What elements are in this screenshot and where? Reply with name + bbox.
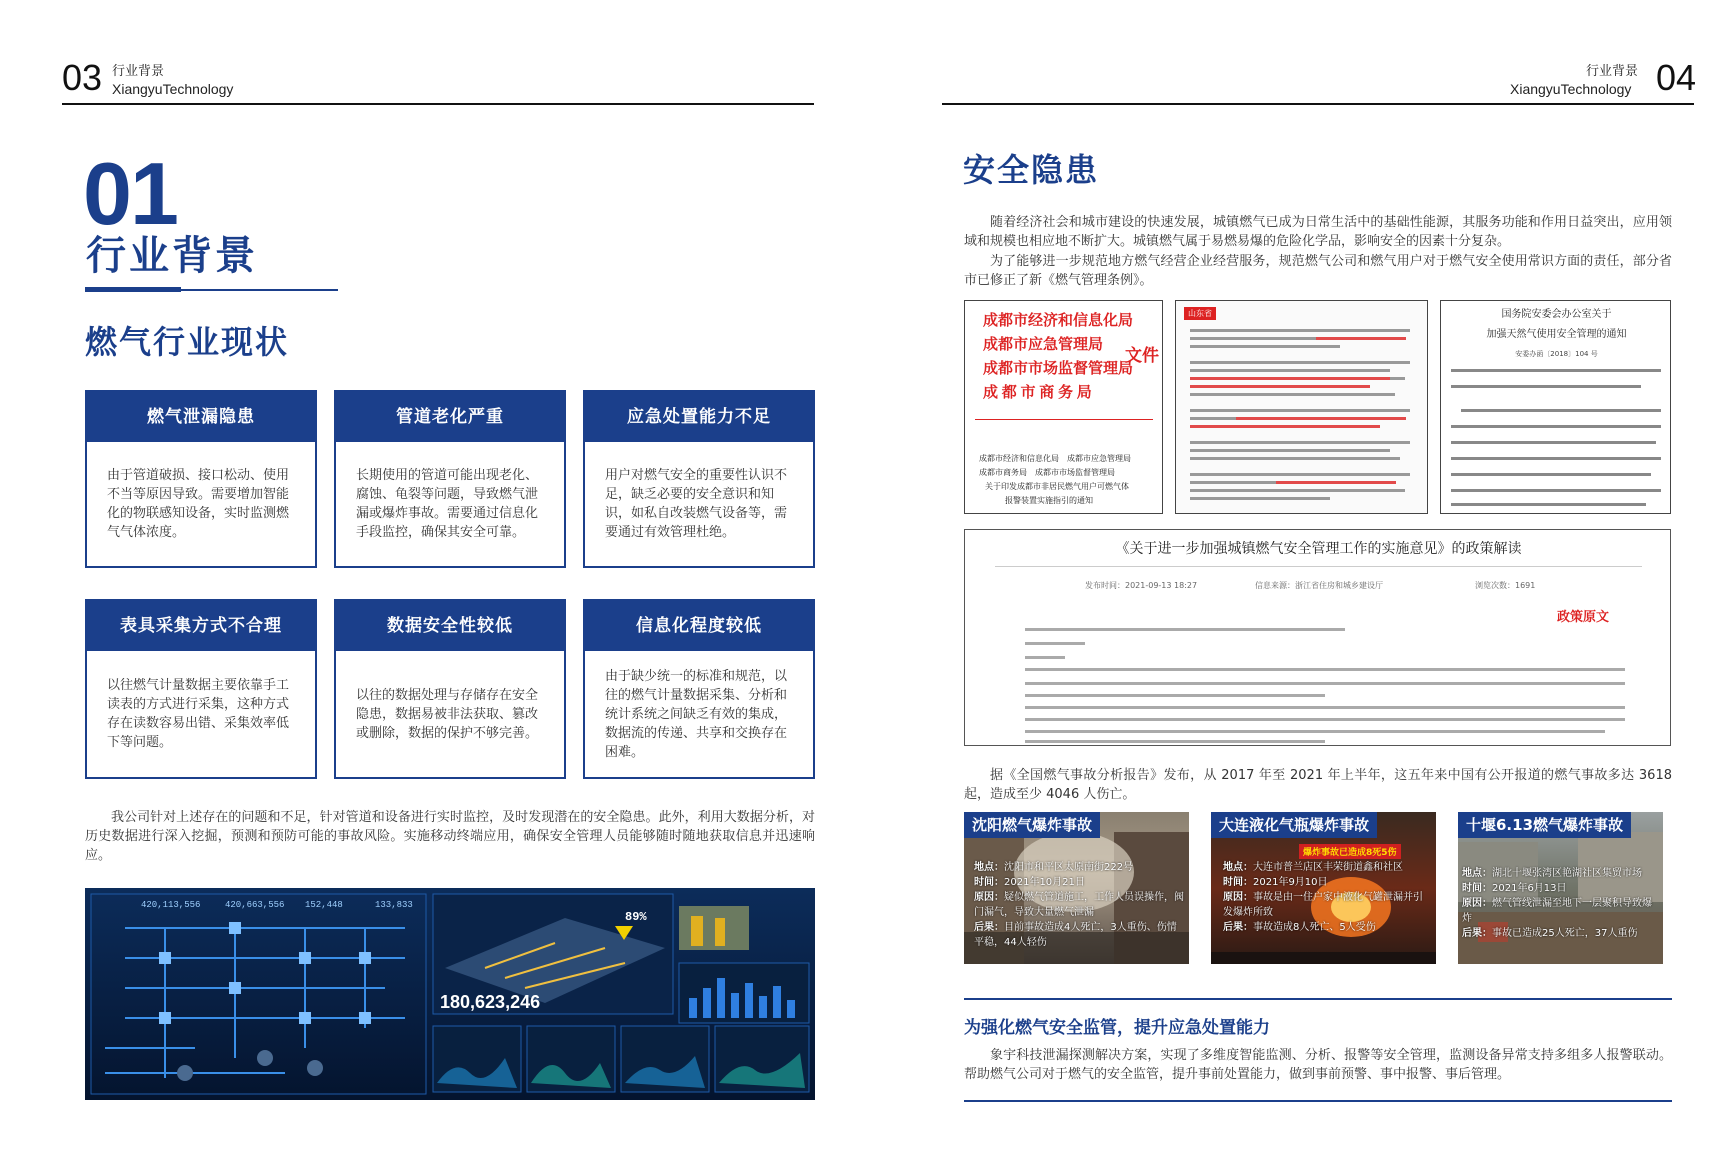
left-header-brand: XiangyuTechnology — [112, 81, 234, 97]
label-cause: 原因： — [974, 892, 1004, 903]
policy-tag: 政策原文 — [1557, 610, 1610, 625]
doc-footer-line: 报警装置实施指引的通知 — [1005, 496, 1093, 505]
label-place: 地点： — [1462, 868, 1492, 879]
label-result: 后果： — [1462, 928, 1492, 939]
card-body — [336, 651, 564, 777]
label-result: 后果： — [1223, 922, 1253, 933]
subsection-bottom-rule — [964, 1100, 1672, 1102]
accident-place: 湖北十堰张湾区艳湖社区集贸市场 — [1492, 868, 1642, 879]
card-text: 用户对燃气安全的重要性认识不足，缺乏必要的安全意识和知识，如私自改装燃气设备等，需要通过有效管理杜绝。 — [605, 468, 788, 540]
section-title-safety: 安全隐患 — [963, 151, 1100, 189]
accident-date: 2021年9月10日 — [1253, 877, 1328, 888]
left-header-rule — [62, 103, 814, 105]
right-header-title: 行业背景 — [1586, 64, 1639, 79]
accident-result: 目前事故造成4人死亡，3人重伤、伤情平稳，44人轻伤 — [974, 922, 1177, 948]
right-header-brand: XiangyuTechnology — [1510, 81, 1632, 97]
card-body — [87, 651, 315, 777]
dashboard-value-3: 152,448 — [305, 900, 343, 910]
subsection-top-rule — [964, 998, 1672, 1000]
document-shandong — [1175, 300, 1428, 514]
card-informatization — [583, 599, 815, 779]
photo-title: 沈阳燃气爆炸事故 — [964, 812, 1100, 838]
doc-footer-line: 成都市经济和信息化局 成都市应急管理局 — [979, 454, 1131, 463]
doc-suffix: 文件 — [1125, 346, 1159, 365]
label-place: 地点： — [974, 862, 1004, 873]
card-text: 由于缺少统一的标准和规范，以往的燃气计量数据采集、分析和统计系统之间缺乏有效的集成，数据流的传递、共享和交换存在困难。 — [605, 668, 788, 760]
left-header-title: 行业背景 — [112, 64, 165, 79]
accident-date: 2021年6月13日 — [1492, 883, 1567, 894]
safety-paragraph-1: 随着经济社会和城市建设的快速发展，城镇燃气已成为日常生活中的基础性能源，其服务功能和作用日益突出，应用领域和规模也相应地不断扩大。城镇燃气属于易燃易爆的危险化学品，影响安全的因素十分复杂。 — [964, 215, 1672, 249]
accident-cause: 疑似燃气管道施工，工作人员误操作，阀门漏气，导致大量燃气泄漏 — [974, 892, 1184, 918]
photo-info — [1462, 866, 1660, 941]
card-meter-collection — [85, 599, 317, 779]
doc-subtitle: 加强天然气使用安全管理的通知 — [1486, 329, 1627, 340]
card-body — [87, 442, 315, 566]
card-body — [336, 442, 564, 566]
doc-red-rule — [975, 419, 1153, 420]
chapter-title: 行业背景 — [86, 233, 258, 279]
card-text: 长期使用的管道可能出现老化、腐蚀、龟裂等问题，导致燃气泄漏或爆炸事故。需要通过信息化手段监控，确保其安全可靠。 — [356, 468, 539, 540]
dashboard-big-value: 180,623,246 — [440, 992, 541, 1012]
accident-place: 沈阳市和平区太原南街222号 — [1004, 862, 1134, 873]
document-chengdu — [964, 300, 1163, 514]
solution-paragraph: 象宇科技泄漏探测解决方案，实现了多维度智能监测、分析、报警等安全管理，监测设备异常支持多组多人报警联动。帮助燃气公司对于燃气的安全监管，提升事前处置能力，做到事前预警、事中报警、事后管理。 — [964, 1048, 1672, 1082]
card-gas-leak — [85, 390, 317, 568]
photo-info — [974, 860, 1184, 950]
doc-number: 安委办函〔2018〕104 号 — [1515, 350, 1598, 358]
subsection-title: 为强化燃气安全监管，提升应急处置能力 — [964, 1018, 1270, 1038]
doc-issuer-line: 成都市应急管理局 — [983, 337, 1104, 353]
card-title: 应急处置能力不足 — [585, 392, 813, 442]
card-title: 管道老化严重 — [336, 392, 564, 442]
dashboard-percent: 89% — [625, 910, 647, 924]
accident-cause: 事故是由一住户家中液化气罐泄漏并引发爆炸所致 — [1223, 892, 1423, 918]
accident-photo-shiyan — [1458, 812, 1663, 964]
label-date: 时间： — [1462, 883, 1492, 894]
card-body — [585, 442, 813, 566]
right-page-number: 04 — [1656, 57, 1697, 98]
card-data-security — [334, 599, 566, 779]
card-title: 数据安全性较低 — [336, 601, 564, 651]
monitoring-dashboard-image — [85, 888, 815, 1100]
photo-banner: 爆炸事故已造成8死5伤 — [1299, 844, 1401, 859]
label-cause: 原因： — [1223, 892, 1253, 903]
dashboard-value-2: 420,663,556 — [225, 900, 285, 910]
dashboard-value-1: 420,113,556 — [141, 900, 201, 910]
doc-footer-line: 成都市商务局 成都市市场监督管理局 — [979, 468, 1115, 477]
left-page-number: 03 — [62, 57, 103, 98]
card-title: 信息化程度较低 — [585, 601, 813, 651]
card-pipe-aging — [334, 390, 566, 568]
accident-date: 2021年10月21日 — [1004, 877, 1085, 888]
label-result: 后果： — [974, 922, 1004, 933]
card-title: 表具采集方式不合理 — [87, 601, 315, 651]
label-place: 地点： — [1223, 862, 1253, 873]
photo-title: 大连液化气瓶爆炸事故 — [1211, 812, 1377, 838]
accident-statistics: 据《全国燃气事故分析报告》发布，从 2017 年至 2021 年上半年，这五年来中国有公开报道的燃气事故多达 3618 起，造成至少 4046 人伤亡。 — [964, 768, 1672, 802]
section-title-industry: 燃气行业现状 — [85, 323, 290, 361]
right-header-rule — [942, 103, 1694, 105]
document-state-council — [1440, 300, 1671, 514]
card-body — [585, 651, 813, 777]
card-text: 由于管道破损、接口松动、使用不当等原因导致。需要增加智能化的物联感知设备，实时监测燃气气体浓度。 — [107, 468, 290, 540]
policy-text-lines — [965, 530, 1671, 746]
accident-place: 大连市普兰店区丰荣街道鑫和社区 — [1253, 862, 1403, 873]
dashboard-value-4: 133,833 — [375, 900, 413, 910]
label-date: 时间： — [974, 877, 1004, 888]
accident-cause: 燃气管线泄漏至地下一层聚积导致爆炸 — [1462, 898, 1652, 924]
card-text: 以往的数据处理与存储存在安全隐患，数据易被非法获取、篡改或删除，数据的保护不够完善。 — [356, 687, 539, 741]
policy-meta-source: 信息来源：浙江省住房和城乡建设厅 — [1255, 581, 1383, 590]
policy-meta-views: 浏览次数：1691 — [1475, 581, 1536, 590]
doc-issuer-line: 成都市经济和信息化局 — [983, 313, 1134, 329]
photo-info — [1223, 860, 1431, 935]
accident-result: 事故造成8人死亡、5人受伤 — [1253, 922, 1376, 933]
doc-text-lines — [1441, 301, 1671, 514]
accident-photo-dalian — [1211, 812, 1436, 964]
doc-footer-line: 关于印发成都市非居民燃气用户可燃气体 — [985, 482, 1129, 491]
doc-tag: 山东省 — [1184, 307, 1216, 320]
doc-issuer-line: 成 都 市 商 务 局 — [983, 385, 1092, 401]
accident-result: 事故已造成25人死亡，37人重伤 — [1492, 928, 1638, 939]
policy-document — [964, 529, 1671, 746]
label-cause: 原因： — [1462, 898, 1492, 909]
accident-photo-shenyang — [964, 812, 1189, 964]
doc-title: 国务院安委会办公室关于 — [1501, 309, 1612, 320]
safety-paragraph-2: 为了能够进一步规范地方燃气经营企业经营服务，规范燃气公司和燃气用户对于燃气安全使用常识方面的责任，部分省市已修正了新《燃气管理条例》。 — [964, 254, 1672, 288]
chapter-number: 01 — [83, 144, 177, 243]
left-summary: 我公司针对上述存在的问题和不足，针对管道和设备进行实时监控，及时发现潜在的安全隐患。此外，利用大数据分析，对历史数据进行深入挖掘，预测和预防可能的事故风险。实施移动终端应用，确保安全管理人员能够随时随地获取信息并迅速响应。 — [85, 810, 815, 863]
photo-title: 十堰6.13燃气爆炸事故 — [1458, 812, 1631, 838]
policy-meta-date: 发布时间：2021-09-13 18:27 — [1085, 581, 1198, 590]
label-date: 时间： — [1223, 877, 1253, 888]
card-title: 燃气泄漏隐患 — [87, 392, 315, 442]
policy-title: 《关于进一步加强城镇燃气安全管理工作的实施意见》的政策解读 — [1115, 541, 1522, 557]
doc-text-lines — [1176, 301, 1428, 514]
card-emergency — [583, 390, 815, 568]
doc-issuer-line: 成都市市场监督管理局 — [983, 361, 1134, 377]
chapter-underline-accent — [85, 287, 181, 292]
card-text: 以往燃气计量数据主要依靠手工读表的方式进行采集，这种方式存在读数容易出错、采集效率低下等问题。 — [107, 678, 290, 750]
